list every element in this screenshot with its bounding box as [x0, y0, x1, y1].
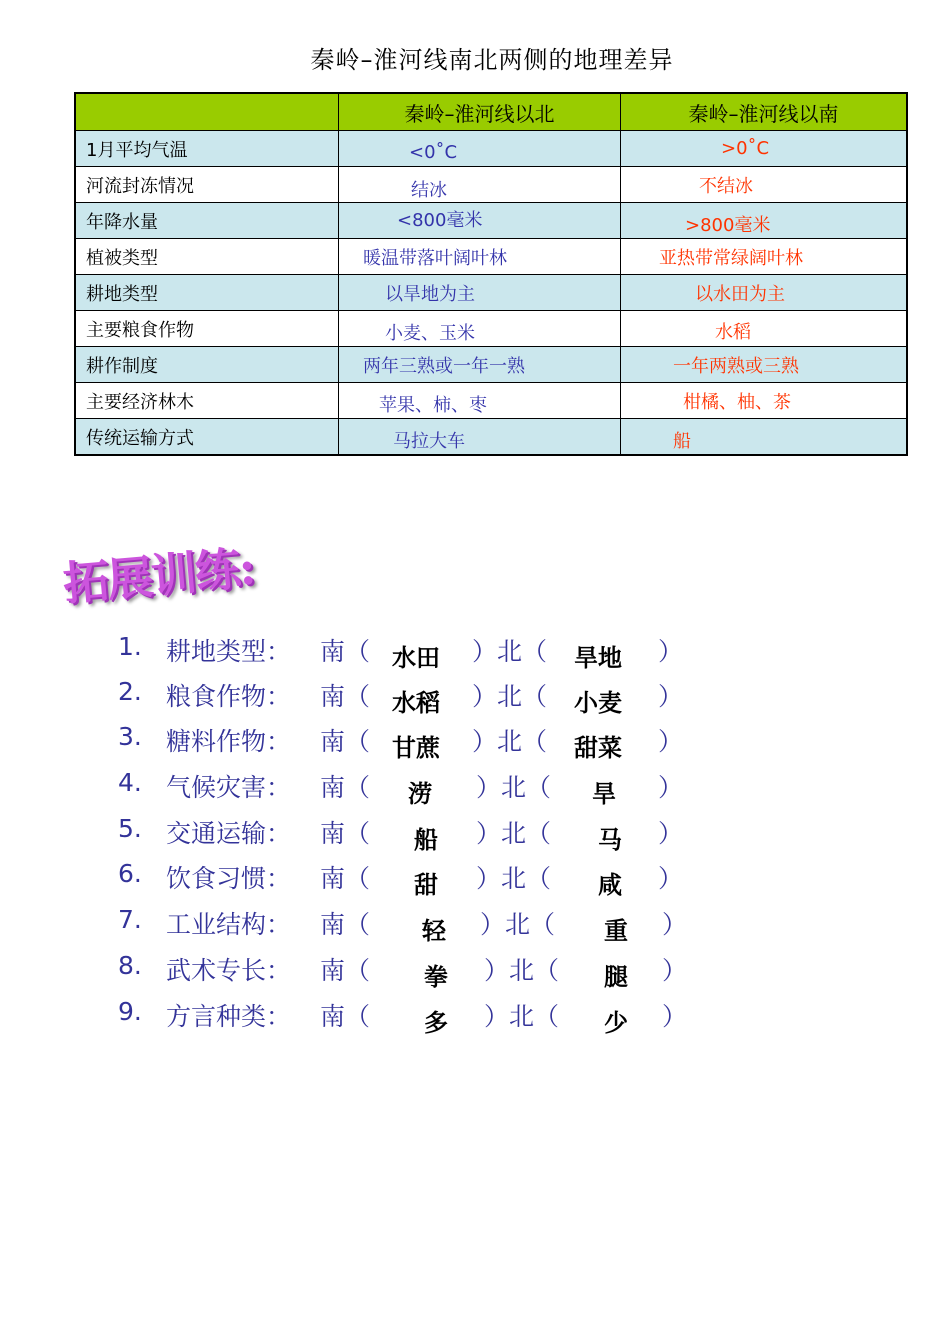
north-answer: 腿: [604, 962, 628, 991]
table-row: [75, 167, 907, 203]
header-cell-north: 秦岭–淮河线以北: [339, 93, 621, 131]
south-bracket: 南（: [320, 773, 371, 802]
north-bracket: ）北（: [480, 910, 556, 939]
table-header-row: [75, 93, 907, 131]
south-answer: 水稻: [392, 688, 440, 717]
south-bracket: 南（: [320, 682, 371, 711]
table-row: [75, 203, 907, 239]
row-label: 1月平均气温: [75, 131, 339, 167]
exercise-label: 工业结构：: [166, 910, 292, 939]
south-value: >0˚C: [721, 138, 770, 159]
south-cell: [621, 275, 908, 311]
north-value: 两年三熟或一年一熟: [363, 355, 525, 377]
exercise-number: 9.: [118, 997, 142, 1026]
south-value: 船: [673, 430, 691, 452]
exercise-label: 饮食习惯：: [166, 864, 292, 893]
north-value: 小麦、玉米: [385, 322, 475, 344]
north-bracket: ）北（: [472, 727, 548, 756]
north-cell: [339, 167, 621, 203]
north-value: 以旱地为主: [385, 283, 475, 305]
exercise-label: 武术专长：: [166, 956, 292, 985]
exercise-number: 3.: [118, 722, 142, 751]
south-cell: [621, 167, 908, 203]
south-bracket: 南（: [320, 956, 371, 985]
table-row: [75, 275, 907, 311]
south-answer: 拳: [424, 962, 448, 991]
north-bracket: ）北（: [476, 773, 552, 802]
row-label: 耕地类型: [75, 275, 339, 311]
north-answer: 旱: [592, 779, 616, 808]
south-cell: [621, 239, 908, 275]
south-value: 柑橘、柚、茶: [683, 391, 791, 413]
row-label: 河流封冻情况: [75, 167, 339, 203]
extension-title: 拓展训练:: [61, 540, 256, 612]
north-answer: 重: [604, 916, 628, 945]
north-answer: 少: [604, 1008, 628, 1037]
north-bracket: ）北（: [476, 819, 552, 848]
table-row: [75, 239, 907, 275]
north-bracket: ）北（: [472, 637, 548, 666]
close-bracket: ）: [662, 956, 688, 985]
exercise-number: 1.: [118, 632, 142, 661]
south-answer: 船: [414, 825, 438, 854]
south-answer: 甘蔗: [392, 733, 440, 762]
close-bracket: ）: [662, 910, 688, 939]
table-row: [75, 383, 907, 419]
south-bracket: 南（: [320, 727, 371, 756]
south-bracket: 南（: [320, 910, 371, 939]
north-cell: [339, 311, 621, 347]
south-cell: [621, 347, 908, 383]
north-cell: [339, 131, 621, 167]
close-bracket: ）: [658, 727, 684, 756]
exercise-number: 5.: [118, 814, 142, 843]
south-answer: 甜: [414, 870, 438, 899]
exercise-number: 6.: [118, 859, 142, 888]
north-cell: [339, 383, 621, 419]
north-cell: [339, 275, 621, 311]
south-cell: [621, 131, 908, 167]
table-row: [75, 347, 907, 383]
close-bracket: ）: [658, 864, 684, 893]
south-value: 水稻: [715, 321, 751, 343]
table-row: [75, 131, 907, 167]
north-answer: 甜菜: [574, 733, 622, 762]
south-bracket: 南（: [320, 864, 371, 893]
north-answer: 小麦: [574, 688, 622, 717]
row-label: 主要经济林木: [75, 383, 339, 419]
south-value: 以水田为主: [695, 283, 785, 305]
south-answer: 涝: [408, 779, 432, 808]
exercise-label: 交通运输：: [166, 819, 292, 848]
north-cell: [339, 203, 621, 239]
page-title: 秦岭–淮河线南北两侧的地理差异: [310, 46, 674, 74]
close-bracket: ）: [662, 1002, 688, 1031]
exercise-label: 方言种类：: [166, 1002, 292, 1031]
close-bracket: ）: [658, 637, 684, 666]
north-bracket: ）北（: [484, 956, 560, 985]
south-cell: [621, 419, 908, 456]
south-answer: 多: [424, 1008, 448, 1037]
north-answer: 旱地: [574, 643, 622, 672]
south-value: 一年两熟或三熟: [673, 355, 799, 377]
south-answer: 轻: [422, 916, 446, 945]
north-value: 结冰: [411, 179, 447, 201]
north-answer: 咸: [598, 870, 622, 899]
row-label: 年降水量: [75, 203, 339, 239]
exercise-label: 耕地类型：: [166, 637, 292, 666]
row-label: 传统运输方式: [75, 419, 339, 456]
south-value: >800毫米: [685, 214, 771, 236]
close-bracket: ）: [658, 819, 684, 848]
south-bracket: 南（: [320, 637, 371, 666]
north-answer: 马: [598, 825, 622, 854]
header-cell-south: 秦岭–淮河线以南: [621, 93, 908, 131]
exercise-label: 糖料作物：: [166, 727, 292, 756]
exercise-number: 8.: [118, 951, 142, 980]
table-row: [75, 419, 907, 456]
close-bracket: ）: [658, 773, 684, 802]
south-cell: [621, 203, 908, 239]
exercise-number: 7.: [118, 905, 142, 934]
exercise-number: 2.: [118, 677, 142, 706]
row-label: 主要粮食作物: [75, 311, 339, 347]
close-bracket: ）: [658, 682, 684, 711]
north-value: <0˚C: [409, 142, 458, 163]
exercise-number: 4.: [118, 768, 142, 797]
comparison-table: [74, 92, 908, 456]
north-bracket: ）北（: [472, 682, 548, 711]
south-value: 不结冰: [699, 175, 753, 197]
south-bracket: 南（: [320, 819, 371, 848]
header-cell-empty: [75, 93, 339, 131]
south-answer: 水田: [392, 643, 440, 672]
north-value: 马拉大车: [393, 430, 465, 452]
north-cell: [339, 419, 621, 456]
south-cell: [621, 311, 908, 347]
exercise-label: 气候灾害：: [166, 773, 292, 802]
row-label: 耕作制度: [75, 347, 339, 383]
north-cell: [339, 239, 621, 275]
south-value: 亚热带常绿阔叶林: [659, 247, 803, 269]
north-bracket: ）北（: [476, 864, 552, 893]
north-value: <800毫米: [397, 209, 483, 231]
north-value: 苹果、柿、枣: [379, 394, 487, 416]
south-cell: [621, 383, 908, 419]
row-label: 植被类型: [75, 239, 339, 275]
table-row: [75, 311, 907, 347]
south-bracket: 南（: [320, 1002, 371, 1031]
exercise-label: 粮食作物：: [166, 682, 292, 711]
north-bracket: ）北（: [484, 1002, 560, 1031]
north-value: 暖温带落叶阔叶林: [363, 247, 507, 269]
north-cell: [339, 347, 621, 383]
